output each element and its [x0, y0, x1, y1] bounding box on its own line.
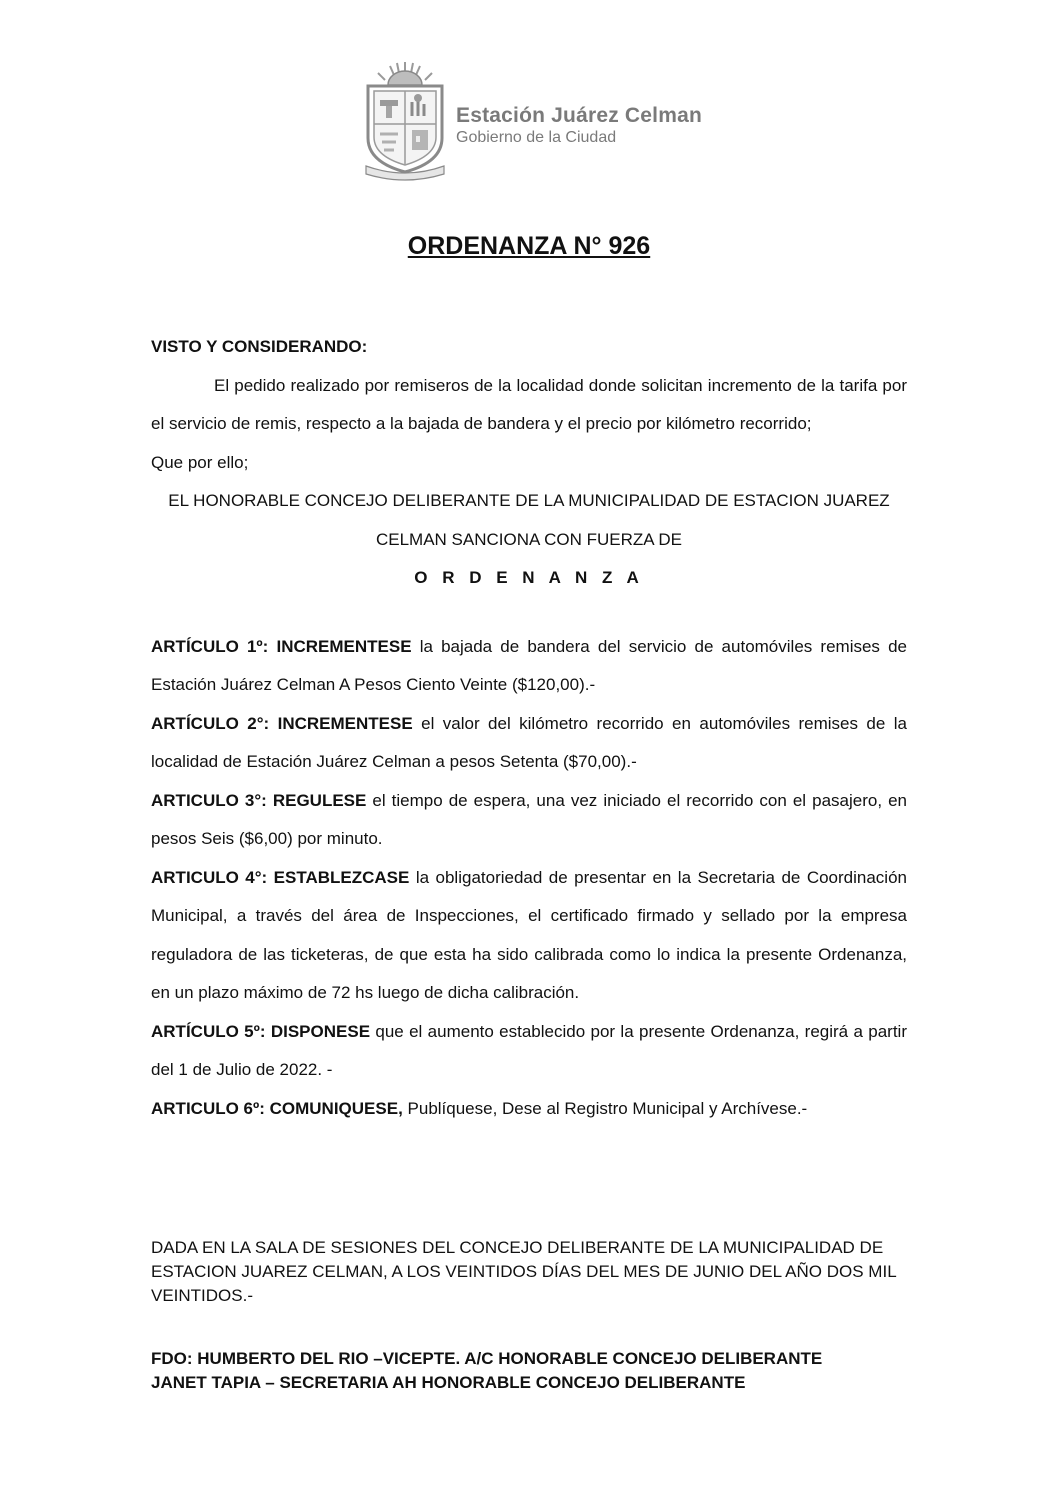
document-body: [151, 328, 907, 1128]
article-4: [151, 859, 907, 1013]
article-label: ARTICULO 6º:: [151, 1098, 265, 1118]
article-1: [151, 628, 907, 705]
visto-paragraph: El pedido realizado por remiseros de la localidad donde solicitan incremento de la tarifa por el servicio de remis, respecto a la bajada de bandera y el precio por kilómetro recorrido;: [151, 375, 907, 433]
article-label: ARTICULO 4°:: [151, 867, 268, 887]
letterhead: [360, 58, 760, 183]
sanciona-line-2: CELMAN SANCIONA CON FUERZA DE: [375, 529, 683, 549]
signer-line-2: JANET TAPIA – SECRETARIA AH HONORABLE CONCEJO DELIBERANTE: [151, 1373, 746, 1392]
municipal-crest-icon: [360, 58, 450, 183]
article-verb: INCREMENTESE: [277, 713, 413, 733]
article-text: que el aumento establecido por la presente Ordenanza, regirá a partir del 1 de Julio de 2022. -: [151, 1021, 907, 1079]
article-verb: ESTABLEZCASE: [273, 867, 410, 887]
article-label: ARTÍCULO 2°:: [151, 713, 270, 733]
ordenanza-heading: O R D E N A N Z A: [414, 568, 644, 587]
article-text: Publíquese, Dese al Registro Municipal y Archívese.-: [402, 1098, 808, 1118]
organization-subtitle: Gobierno de la Ciudad: [456, 129, 617, 146]
article-verb: DISPONESE: [270, 1021, 371, 1041]
sanciona-line-1: EL HONORABLE CONCEJO DELIBERANTE DE LA MUNICIPALIDAD DE ESTACION JUAREZ: [168, 491, 890, 510]
article-label: ARTÍCULO 5º:: [151, 1021, 266, 1041]
article-verb: INCREMENTESE: [276, 636, 412, 656]
article-label: ARTÍCULO 1º:: [151, 636, 269, 656]
article-5: [151, 1013, 907, 1090]
organization-name-block: [456, 104, 702, 147]
article-label: ARTICULO 3°:: [151, 790, 267, 810]
article-text: el valor del kilómetro recorrido en automóviles remises de la localidad de Estación Juárez Celman a pesos Setenta ($70,00).-: [151, 713, 907, 771]
article-6: [151, 1090, 907, 1129]
article-verb: REGULESE: [272, 790, 367, 810]
visto-heading: VISTO Y CONSIDERANDO:: [151, 337, 368, 356]
article-3: [151, 782, 907, 859]
closing-text: DADA EN LA SALA DE SESIONES DEL CONCEJO DELIBERANTE DE LA MUNICIPALIDAD DE ESTACION JUAREZ CELMAN, A LOS VEINTIDOS DÍAS DEL MES DE JUNIO DEL AÑO DOS MIL VEINTIDOS.-: [151, 1238, 897, 1305]
signers-block: [151, 1347, 907, 1395]
article-verb: COMUNIQUESE,: [269, 1098, 403, 1118]
signer-line-1: FDO: HUMBERTO DEL RIO –VICEPTE. A/C HONORABLE CONCEJO DELIBERANTE: [151, 1349, 823, 1368]
que-por-ello: Que por ello;: [151, 452, 249, 472]
article-text: el tiempo de espera, una vez iniciado el recorrido con el pasajero, en pesos Seis ($6,00) por minuto.: [151, 790, 907, 848]
article-text: la obligatoriedad de presentar en la Secretaria de Coordinación Municipal, a través del área de Inspecciones, el certificado firmado y sellado por la empresa reguladora de las ticketeras, de que esta ha sido calibrada como lo indica la presente Ordenanza, en un plazo máximo de 72 hs luego de dicha calibración.: [151, 867, 907, 1002]
document-title: ORDENANZA N° 926: [407, 232, 651, 260]
article-text: la bajada de bandera del servicio de automóviles remises de Estación Juárez Celman A Pesos Ciento Veinte ($120,00).-: [151, 636, 907, 694]
spacer: [151, 598, 907, 628]
organization-name: Estación Juárez Celman: [456, 104, 702, 127]
article-2: [151, 705, 907, 782]
closing-paragraph: [151, 1236, 907, 1308]
